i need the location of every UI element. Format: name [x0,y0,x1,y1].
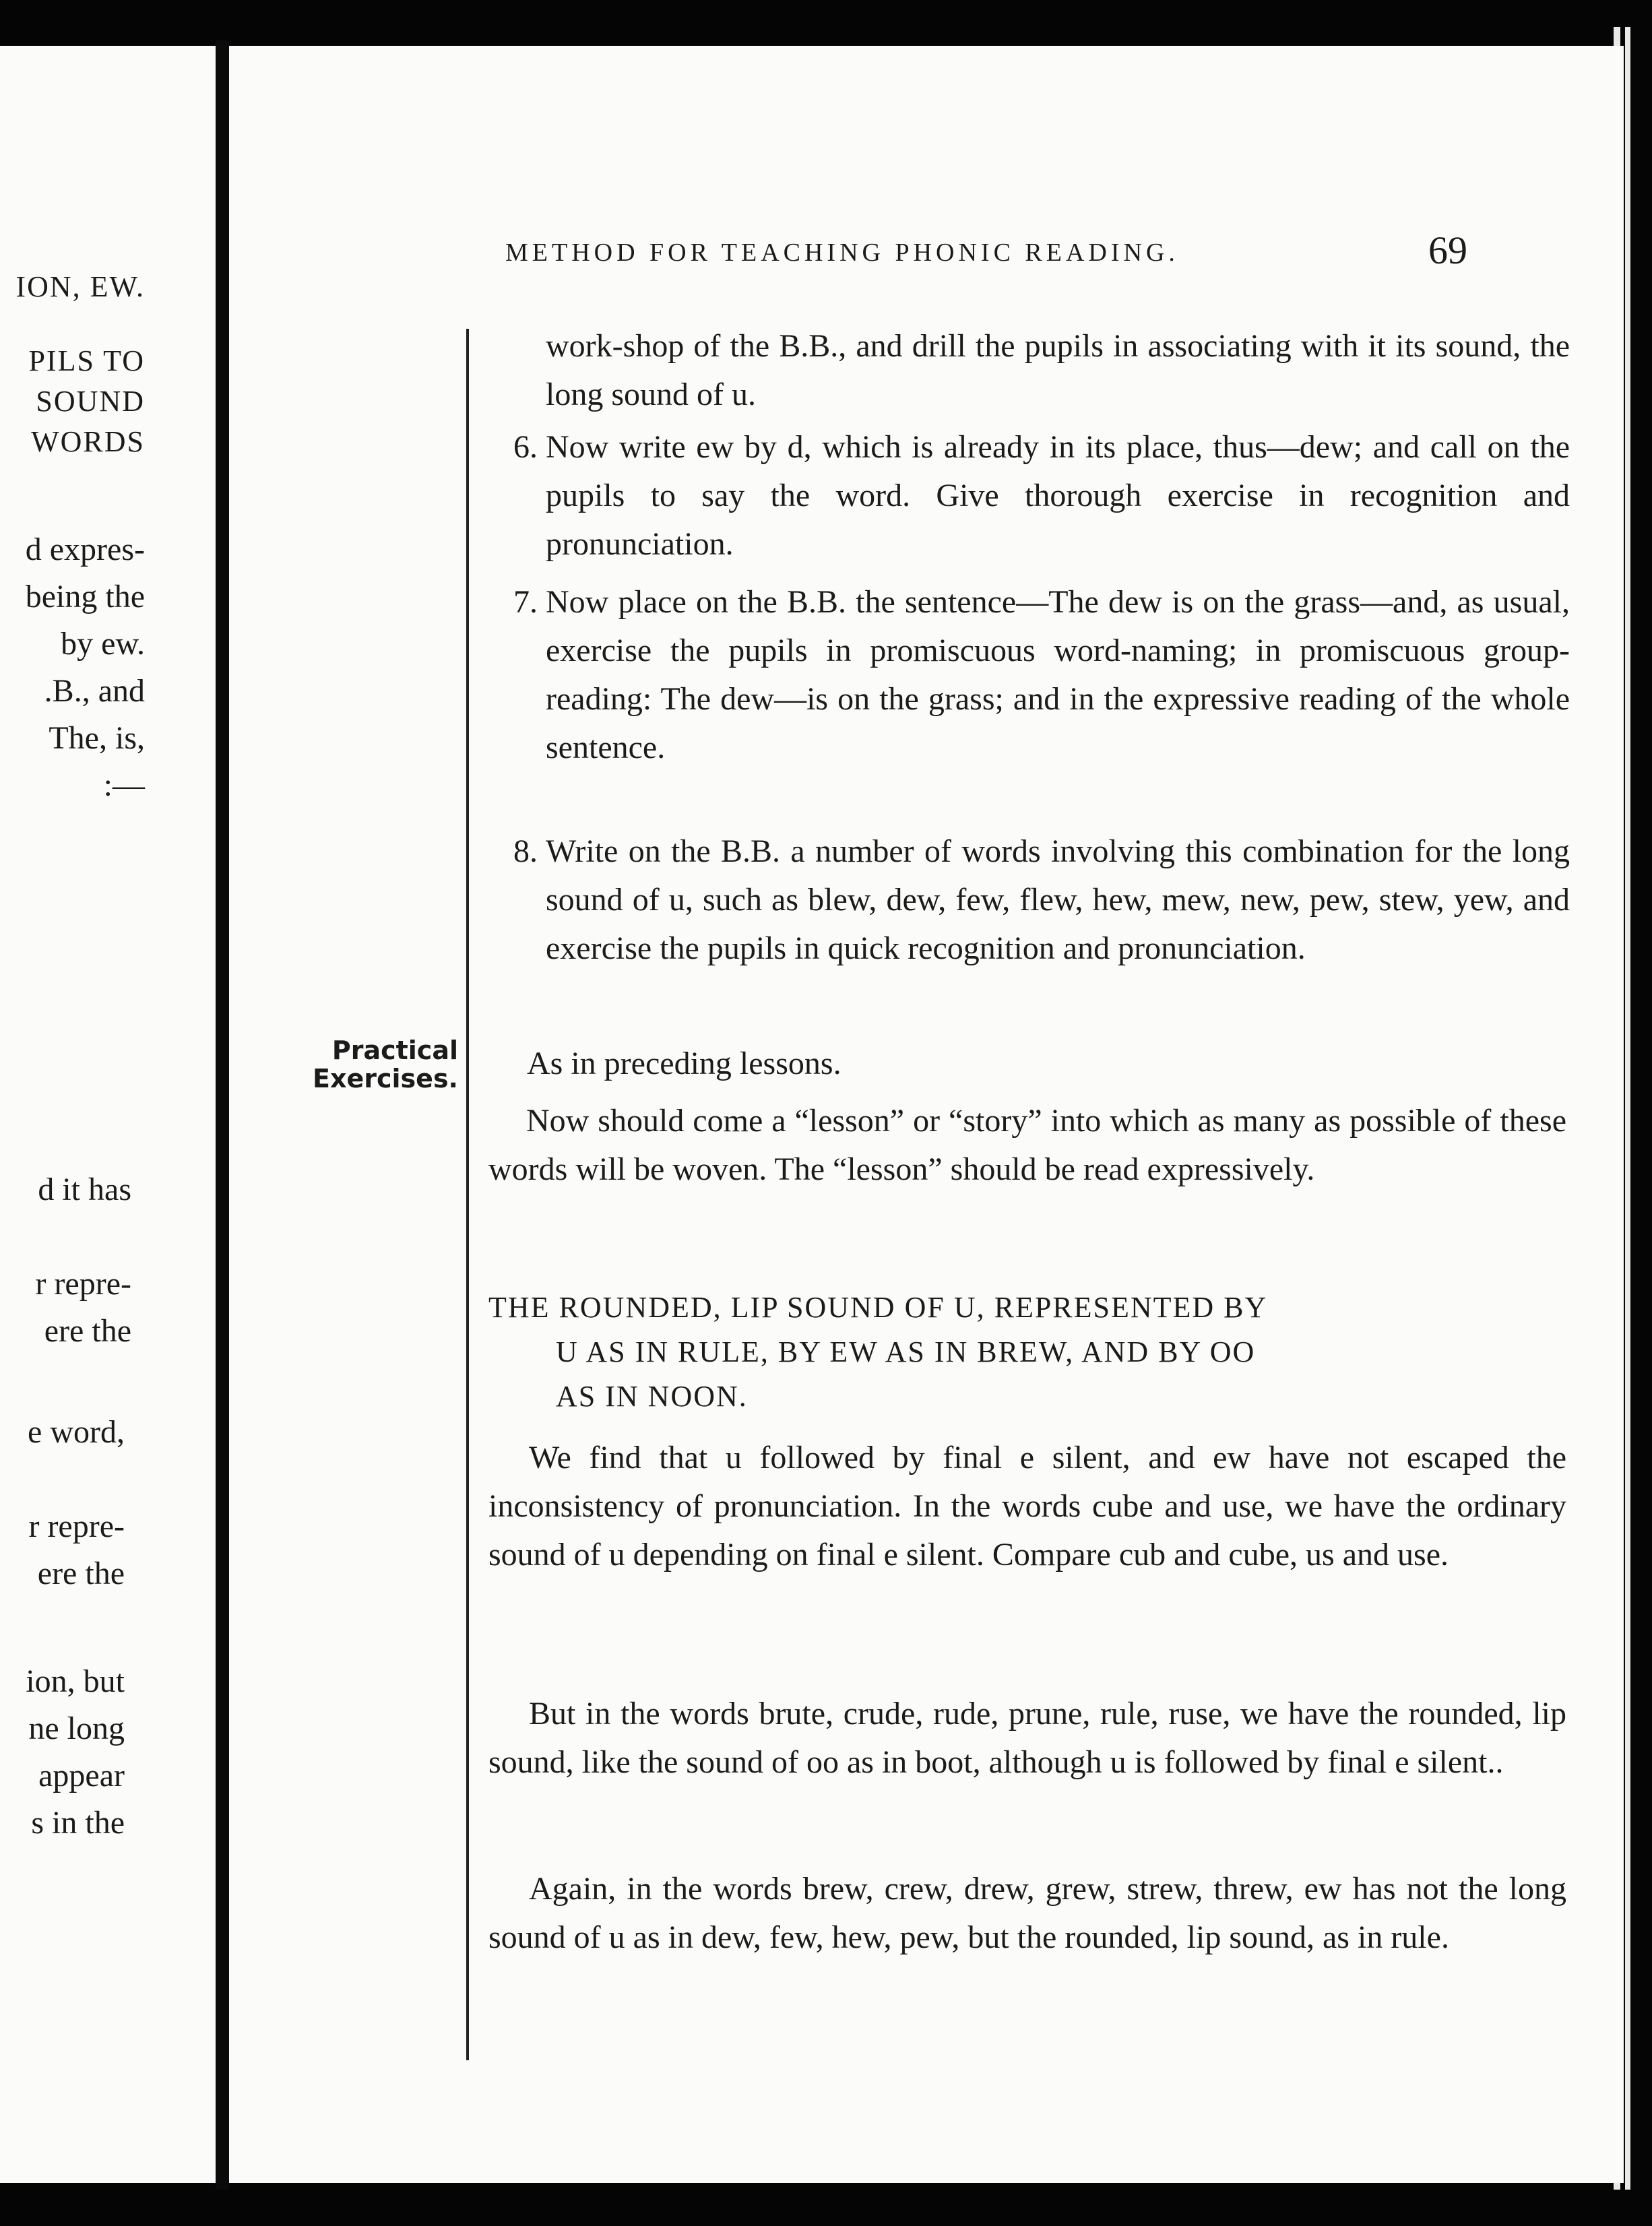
left-page-line: by ew. [61,626,145,662]
left-page-line: s in the [31,1805,125,1841]
left-page-line: d expres- [25,532,145,567]
left-page-line: ION, EW. [15,270,145,303]
left-page-line: ere the [44,1313,131,1349]
right-page [229,46,1624,2183]
left-page-line: PILS TO [28,344,145,377]
book-spine [216,40,229,2190]
side-note-practical-exercises: Practical Exercises. [313,1036,458,1093]
section-title [488,1285,1499,1419]
continuation-paragraph: work-shop of the B.B., and drill the pupils in associating with it its sound, the long sound of u. [546,328,1570,412]
running-head: METHOD FOR TEACHING PHONIC READING. [505,238,1179,267]
left-page-line: SOUND [36,385,145,418]
list-item-text: Write on the B.B. a number of words involving this combination for the long sound of u, such as blew, dew, few, flew, hew, mew, new, pew, stew, yew, and exercise the pupils in quick recognition and pronunciation. [546,833,1570,966]
left-page-line: e word, [28,1414,125,1450]
list-item-text: Now place on the B.B. the sentence—The dew is on the grass—and, as usual, exercise the pupils in promiscuous word-naming; in promiscuous group-reading: The dew—is on the grass; and in the expressive reading of the whole sentence. [546,584,1570,765]
left-page-line: WORDS [31,425,145,458]
left-page [0,46,216,2183]
section-title-line: AS IN NOON. [556,1380,748,1413]
left-page-line: appear [38,1758,125,1793]
list-number: 8. [513,833,538,869]
list-number: 6. [513,429,538,465]
body-paragraph: We find that u followed by final e silent, and ew have not escaped the inconsistency of pronunciation. In the words cube and use, we have the ordinary sound of u depending on final e silent. Compare cub and cube, us and use. [488,1440,1566,1572]
left-page-line: d it has [38,1172,131,1207]
list-item [513,578,1570,772]
lesson-paragraph: Now should come a “lesson” or “story” into which as many as possible of these words will be woven. The “lesson” should be read expressively. [488,1103,1566,1187]
left-page-line: :— [103,767,145,803]
list-item-text: Now write ew by d, which is already in its place, thus—dew; and call on the pupils to say the word. Give thorough exercise in recognition and pronunciation. [546,429,1570,562]
left-page-line: ne long [28,1711,125,1746]
body-paragraph: Again, in the words brew, crew, drew, grew, strew, threw, ew has not the long sound of u as in dew, few, hew, pew, but the rounded, lip sound, as in rule. [488,1871,1566,1955]
section-title-line: U AS IN RULE, BY EW AS IN BREW, AND BY OO [556,1335,1256,1368]
left-page-line: being the [25,579,145,614]
left-page-line: r repre- [28,1508,125,1544]
margin-rule [466,329,469,2060]
left-page-line: ion, but [26,1663,125,1699]
list-number: 7. [513,584,538,620]
left-page-line: r repre- [35,1266,131,1302]
body-paragraph: But in the words brute, crude, rude, prune, rule, ruse, we have the rounded, lip sound, like the sound of oo as in boot, although u is followed by final e silent.. [488,1696,1566,1780]
list-item [513,827,1570,973]
left-page-line: .B., and [44,673,145,709]
left-page-line: The, is, [49,720,145,756]
practical-text: As in preceding lessons. [527,1046,841,1081]
section-title-line: THE ROUNDED, LIP SOUND OF U, REPRESENTED BY [488,1291,1268,1324]
left-page-line: ere the [37,1556,125,1591]
page-number: 69 [1428,228,1467,272]
list-item [513,423,1570,569]
page-edge [1625,27,1630,2190]
